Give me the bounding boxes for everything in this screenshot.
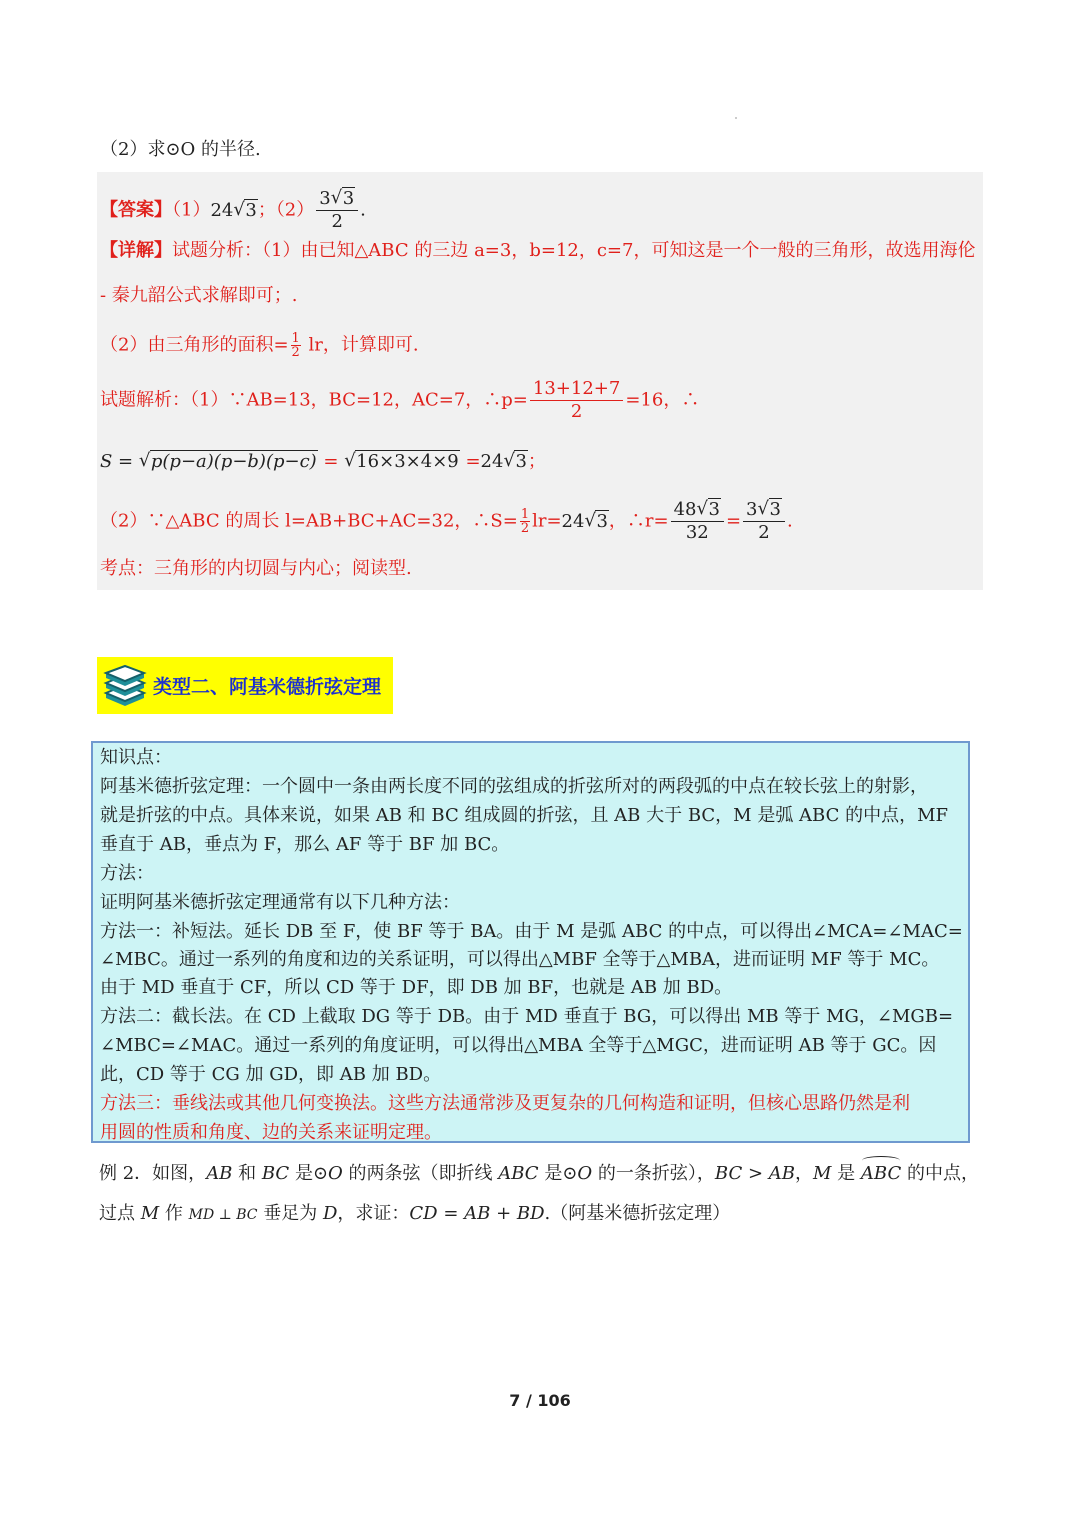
answer-fraction: $\frac{3√ 3}{2}$ bbox=[316, 188, 358, 233]
knowledge-line: 方法二：截长法。在 CD 上截取 DG 等于 DB。由于 MD 垂直于 BG，可以得出 MB 等于 MG，∠MGB= bbox=[100, 1006, 954, 1027]
knowledge-box bbox=[91, 741, 970, 1143]
knowledge-line-red: 方法三：垂线法或其他几何变换法。这些方法通常涉及更复杂的几何构造和证明，但核心思路仍然是利 bbox=[100, 1093, 910, 1114]
page-number: 7 / 106 bbox=[509, 1391, 571, 1410]
knowledge-line: ∠MBC=∠MAC。通过一系列的角度证明，可以得出△MBA 全等于△MGC，进而证明 AB 等于 GC。因 bbox=[100, 1035, 937, 1056]
example-line-1: 例 2．如图，AB 和 BC 是⊙O 的两条弦（即折线 ABC 是⊙O 的一条折弦），BC > AB，M 是 ABC 的中点， bbox=[99, 1158, 979, 1187]
knowledge-line-red: 用圆的性质和角度、边的关系来证明定理。 bbox=[100, 1122, 442, 1143]
section-title: 类型二、阿基米德折弦定理 bbox=[153, 676, 382, 698]
detail-line-7: 考点：三角形的内切圆与内心；阅读型. bbox=[100, 558, 412, 579]
scan-dot bbox=[735, 117, 737, 119]
detail-line-2: - 秦九韶公式求解即可；. bbox=[100, 285, 298, 306]
section-heading bbox=[97, 657, 393, 714]
knowledge-line: 此，CD 等于 CG 加 GD，即 AB 加 BD。 bbox=[100, 1064, 442, 1085]
knowledge-line: 就是折弦的中点。具体来说，如果 AB 和 BC 组成圆的折弦，且 AB 大于 BC，M 是弧 ABC 的中点，MF bbox=[100, 805, 949, 826]
detail-line-5: S = √ p(p−a)(p−b)(p−c) = √ 16×3×4×9 =24√ 3； bbox=[100, 449, 546, 475]
books-icon bbox=[102, 663, 148, 709]
answer-box bbox=[97, 172, 983, 590]
knowledge-line: 垂直于 AB，垂点为 F，那么 AF 等于 BF 加 BC。 bbox=[100, 834, 510, 855]
knowledge-line: ∠MBC。通过一系列的角度和边的关系证明，可以得出△MBF 全等于△MBA，进而证明 MF 等于 MC。 bbox=[100, 949, 940, 970]
example-line-2: 过点 M 作 MD ⊥ BC 垂足为 D，求证：CD = AB + BD.（阿基米德折弦定理） bbox=[99, 1203, 731, 1224]
detail-line-1: 【详解】试题分析：（1）由已知△ABC 的三边 a=3，b=12，c=7，可知这是一个一般的三角形，故选用海伦 bbox=[100, 240, 976, 261]
knowledge-line: 知识点： bbox=[100, 747, 172, 768]
answer-line: 【答案】（1）24√ 3；（2） $\frac{3√ 3}{2}$ . bbox=[100, 188, 366, 233]
answer-tag: 【答案】 bbox=[100, 199, 172, 221]
knowledge-line: 证明阿基米德折弦定理通常有以下几种方法： bbox=[100, 892, 460, 913]
detail-line-4: 试题解析：（1）∵AB=13，BC=12，AC=7，∴p= $\frac{13+12+7}{2}$ =16，∴ bbox=[100, 378, 700, 422]
knowledge-line: 由于 MD 垂直于 CF，所以 CD 等于 DF，即 DB 加 BF，也就是 AB 加 BD。 bbox=[100, 977, 733, 998]
knowledge-line: 方法： bbox=[100, 863, 154, 884]
detail-line-3: （2）由三角形的面积= $\frac{1}{2}$ lr，计算即可. bbox=[100, 331, 419, 360]
knowledge-line: 方法一：补短法。延长 DB 至 F，使 BF 等于 BA。由于 M 是弧 ABC 的中点，可以得出∠MCA=∠MAC= bbox=[100, 921, 963, 942]
detail-line-6: （2）∵△ABC 的周长 l=AB+BC+AC=32，∴S= $\frac{1}{2}$ lr=24√ 3，∴r= $\frac{48√ 3}{32}$ = $\frac{3√ 3}{2}$ . bbox=[100, 499, 793, 544]
question-line: （2）求⊙O 的半径. bbox=[100, 139, 261, 160]
arc-abc: ABC bbox=[861, 1158, 901, 1187]
knowledge-line: 阿基米德折弦定理：一个圆中一条由两长度不同的弦组成的折弦所对的两段弧的中点在较长弦上的射影， bbox=[100, 776, 928, 797]
